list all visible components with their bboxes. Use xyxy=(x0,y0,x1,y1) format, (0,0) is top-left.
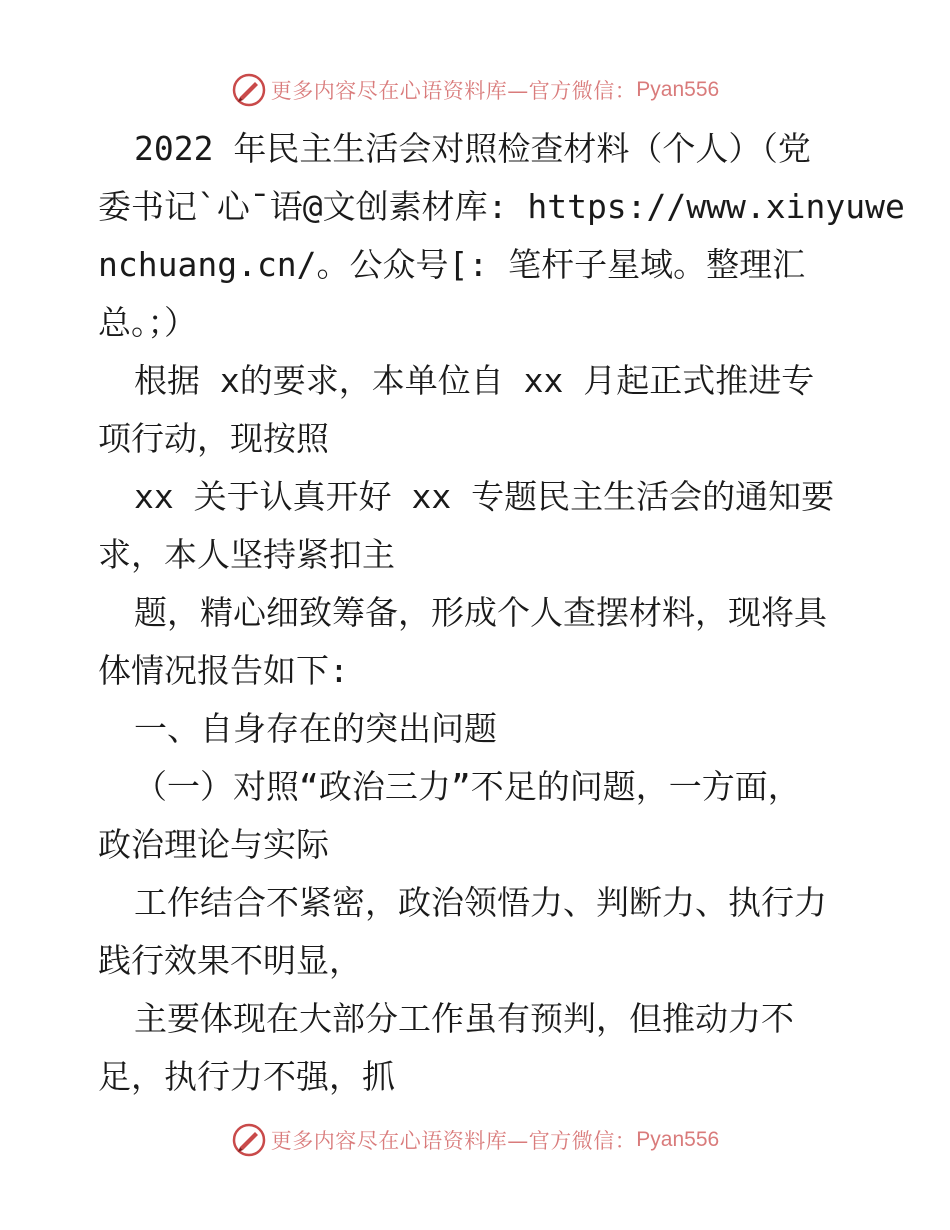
pen-logo-icon xyxy=(231,72,267,108)
text-line: xx 关于认真开好 xx 专题民主生活会的通知要 xyxy=(134,477,835,516)
footer-banner xyxy=(0,1118,950,1162)
text-line: 主要体现在大部分工作虽有预判，但推动力不 xyxy=(134,999,794,1038)
banner-handle: Pyan556 xyxy=(636,78,720,101)
text-line: 总。；） xyxy=(98,303,197,342)
text-line: nchuang.cn/。公众号[: 笔杆子星域。整理汇 xyxy=(98,245,806,284)
banner-text: 更多内容尽在心语资料库—官方微信： xyxy=(270,1129,637,1153)
text-line: 工作结合不紧密，政治领悟力、判断力、执行力 xyxy=(134,883,827,922)
pen-logo-icon xyxy=(231,1122,267,1158)
text-line: 根据 x的要求，本单位自 xx 月起正式推进专 xyxy=(134,361,815,400)
text-line: 项行动，现按照 xyxy=(98,419,329,458)
text-line: 政治理论与实际 xyxy=(98,825,329,864)
header-banner xyxy=(0,68,950,112)
document-body xyxy=(98,120,905,1106)
text-line: 题，精心细致筹备，形成个人查摆材料，现将具 xyxy=(134,593,827,632)
text-line: 求，本人坚持紧扣主 xyxy=(98,535,395,574)
banner-text: 更多内容尽在心语资料库—官方微信： xyxy=(270,79,637,103)
banner-handle: Pyan556 xyxy=(636,1128,720,1151)
text-line: （一）对照“政治三力”不足的问题，一方面， xyxy=(134,767,801,806)
text-line: 足，执行力不强，抓 xyxy=(98,1057,395,1096)
text-line: 委书记`心¯语@文创素材库: https://www.xinyuwe xyxy=(98,187,905,226)
text-line: 践行效果不明显， xyxy=(98,941,362,980)
text-line: 2022 年民主生活会对照检查材料（个人）（党 xyxy=(134,129,811,168)
text-line: 体情况报告如下: xyxy=(98,651,349,690)
section-heading: 一、自身存在的突出问题 xyxy=(134,709,497,748)
